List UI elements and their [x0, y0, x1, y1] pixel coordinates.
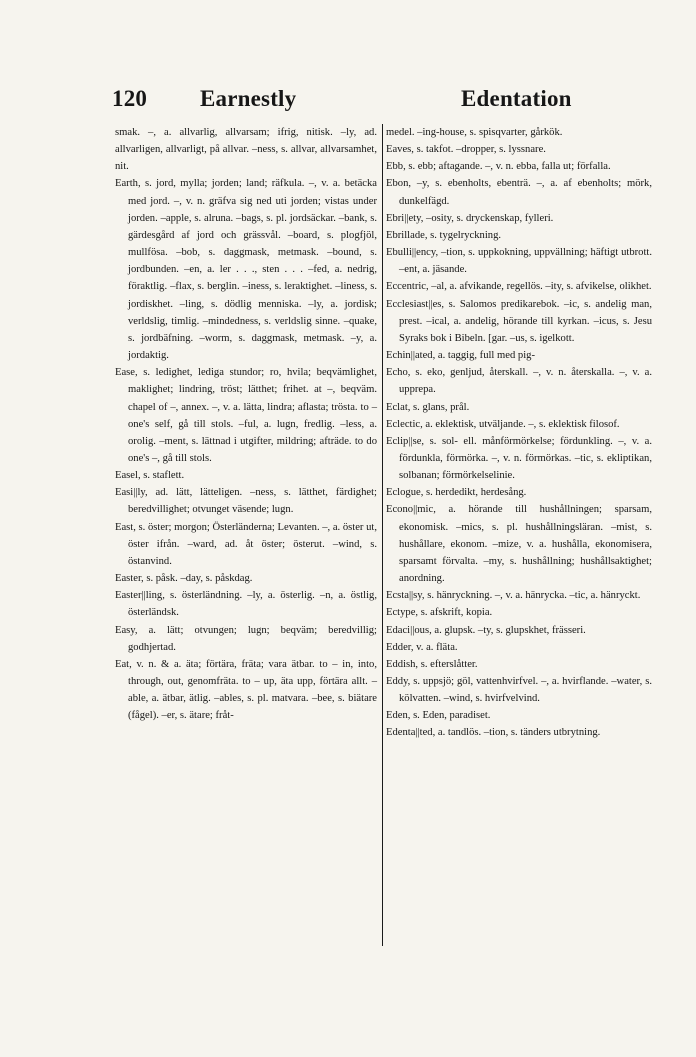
dictionary-entry: Ease, s. ledighet, lediga stundor; ro, hvila; beqvämlighet, maklighet; lindring, tröst; lätthet; frihet. at –, beqväm. chapel of –, annex. –, v. a. lätta, lindra; aflasta; trösta. to – one's self, gå till stols. –ful, a. lugn, fredlig. –less, a. orolig. –ment, s. lättnad i utgifter, mildring; afträde. to do one's –, gå till stols.: [115, 367, 377, 464]
dictionary-entry: Eclat, s. glans, prål.: [386, 401, 470, 413]
dictionary-entry: medel. –ing-house, s. spisqvarter, gårkök.: [386, 127, 563, 138]
dictionary-entry: Econo||mic, a. hörande till hushållningen; sparsam, ekonomisk. –mics, s. pl. hushållningsläran. –mist, s. hushållare, ekonom. –mize, v. a. hushålla, ekonomisera, sparsamt förvalta. –my, s. hushållning; hushållsaktighet; anordning.: [386, 504, 652, 585]
dictionary-entry: Eddish, s. efterslåtter.: [386, 658, 478, 670]
left-guideword: Earnestly: [200, 86, 297, 111]
dictionary-entry: Eclip||se, s. sol- ell. månförmörkelse; fördunkling. –, v. a. fördunkla, förmörka. –, v. n. förmörkas. –tic, s. ekliptikan, solbanan; förmörkelselinie.: [386, 435, 652, 482]
dictionary-entry: Edder, v. a. fläta.: [386, 641, 458, 653]
dictionary-entry: Eat, v. n. & a. äta; förtära, fräta; vara ätbar. to – in, into, through, out, genomfräta. to – up, äta upp, förtära allt. –able, a. ätbar, ätlig. –ables, s. pl. matvara. –bee, s. biätare (fågel). –er, s. ätare; fråt-: [115, 658, 377, 722]
dictionary-entry: Eclectic, a. eklektisk, utväljande. –, s. eklektisk filosof.: [386, 418, 620, 430]
dictionary-entry: Echin||ated, a. taggig, full med pig-: [386, 350, 535, 362]
dictionary-entry: Eclogue, s. herdedikt, herdesång.: [386, 487, 527, 499]
dictionary-entry: East, s. öster; morgon; Österländerna; Levanten. –, a. öster ut, öster ifrån. –ward, ad. åt öster; österut. –wind, s. östanvind.: [115, 521, 377, 567]
dictionary-entry: Earth, s. jord, mylla; jorden; land; räfkula. –, v. a. betäcka med jord. –, v. n. gräfva sig ned uti jorden; vistas under jorden. –apple, s. alruna. –bags, s. pl. jordsäckar. –bank, s. gärdesgård af jord och grässvål. –board, s. plogfjöl, mullfösa. –bob, s. daggmask, metmask. –bound, s. jordbunden. –en, a. ler . . ., sten . . . –fed, a. nedrig, föraktlig. –flax, s. berglin. –iness, s. leraktighet. –liness, s. jordiskhet. –ling, s. dödlig menniska. –ly, a. jordisk; verldslig, timlig. –mindedness, s. verldslig sinne. –quake, s. jordbäfning. –worm, s. daggmask, metmask. –y, a. jordaktig.: [115, 178, 377, 362]
dictionary-entry: Easel, s. staflett.: [115, 470, 185, 482]
dictionary-entry: Ebri||ety, –osity, s. dryckenskap, fylleri.: [386, 212, 554, 224]
dictionary-entry: Easy, a. lätt; otvungen; lugn; beqväm; beredvillig; godhjertad.: [115, 624, 377, 653]
page-number: 120: [112, 86, 148, 111]
dictionary-entry: Edenta||ted, a. tandlös. –tion, s. tänders utbrytning.: [386, 727, 601, 739]
left-column: [115, 124, 377, 724]
dictionary-entry: Easter, s. påsk. –day, s. påskdag.: [115, 573, 253, 585]
dictionary-entry: Ebulli||ency, –tion, s. uppkokning, uppvällning; häftigt utbrott. –ent, a. jäsande.: [386, 247, 652, 276]
dictionary-entry: Ebb, s. ebb; aftagande. –, v. n. ebba, falla ut; förfalla.: [386, 161, 611, 173]
dictionary-entry: Easi||ly, ad. lätt, lätteligen. –ness, s. lätthet, färdighet; beredvillighet; otvunget väsende; lugn.: [115, 487, 377, 516]
dictionary-entry: Ectype, s. afskrift, kopia.: [386, 607, 493, 619]
dictionary-entry: Ebrillade, s. tygelryckning.: [386, 229, 502, 241]
dictionary-entry: Echo, s. eko, genljud, återskall. –, v. n. återskalla. –, v. a. upprepa.: [386, 367, 652, 396]
dictionary-entry: Eden, s. Eden, paradiset.: [386, 710, 491, 722]
dictionary-entry: Ecclesiast||es, s. Salomos predikarebok. –ic, s. andelig man, prest. –ical, a. andelig, hörande till kyrkan. –icus, s. Jesu Syraks bok i Bibeln. [gar. –us, s. igelkott.: [386, 298, 652, 344]
dictionary-entry: smak. –, a. allvarlig, allvarsam; ifrig, nitisk. –ly, ad. allvarligen, allvarligt, på allvar. –ness, s. allvar, allvarsamhet, nit.: [115, 127, 377, 173]
dictionary-entry: Eddy, s. uppsjö; göl, vattenhvirfvel. –, a. hvirflande. –water, s. kölvatten. –wind, s. hvirfvelvind.: [386, 676, 652, 705]
right-guideword: Edentation: [461, 86, 572, 111]
dictionary-entry: Ebon, –y, s. ebenholts, ebenträ. –, a. af ebenholts; mörk, dunkelfägd.: [386, 178, 652, 207]
right-column: [382, 124, 652, 946]
dictionary-entry: Ecsta||sy, s. hänryckning. –, v. a. hänrycka. –tic, a. hänryckt.: [386, 590, 641, 602]
dictionary-entry: Eccentric, –al, a. afvikande, regellös. –ity, s. afvikelse, olikhet.: [386, 281, 652, 293]
dictionary-entry: Easter||ling, s. österländning. –ly, a. österlig. –n, a. östlig, österländsk.: [115, 590, 377, 619]
dictionary-entry: Edaci||ous, a. glupsk. –ty, s. glupskhet, frässeri.: [386, 624, 586, 636]
dictionary-entry: Eaves, s. takfot. –dropper, s. lyssnare.: [386, 144, 546, 156]
